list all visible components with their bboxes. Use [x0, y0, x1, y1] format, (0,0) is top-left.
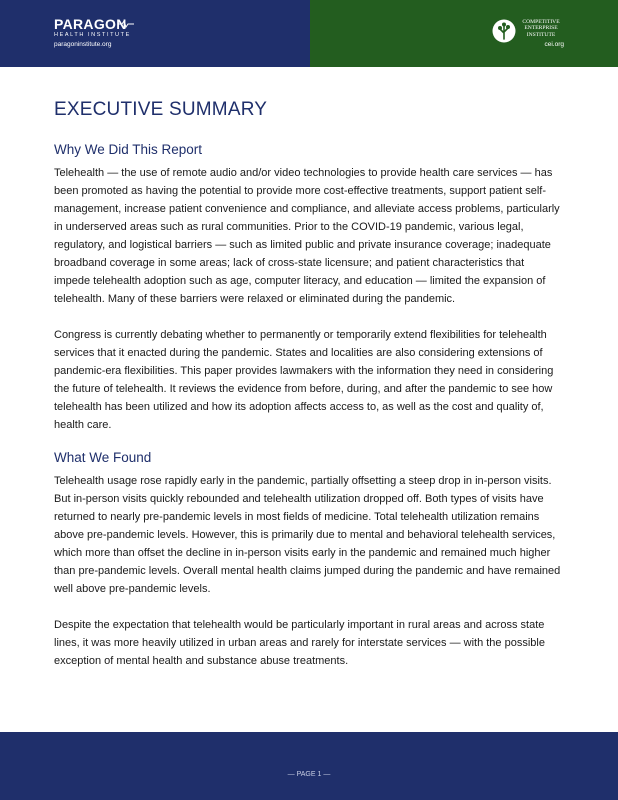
paragon-logo-subtitle: HEALTH INSTITUTE [54, 32, 131, 38]
paragraph: Telehealth — the use of remote audio and/or video technologies to provide health care services — has been promoted as having the potential to provide more cost-effective treatments, support patient self-management, increase patient convenience and compliance, and alleviate access problems, particularly in underserved areas such as rural communities. Prior to the COVID-19 pandemic, various legal, regulatory, and logistical barriers — such as limited public and private insurance coverage; inadequate broadband coverage in some areas; lack of cross-state licensure; and patient characteristics that impede telehealth adoption such as age, computer literacy, and education — limited the expansion of telehealth. Many of these barriers were relaxed or eliminated during the pandemic. [54, 167, 560, 305]
cei-line-1: COMPETITIVE [522, 19, 560, 25]
cei-logo-name [516, 19, 566, 38]
paragraph: Despite the expectation that telehealth would be particularly important in rural areas and across state lines, it was more heavily utilized in urban areas and rarely for interstate services — with the possible exception of mental health and substance abuse treatments. [54, 619, 545, 667]
page-number: — PAGE 1 — [287, 771, 331, 778]
cei-line-2: ENTERPRISE [524, 25, 558, 32]
paragraph: Congress is currently debating whether to permanently or temporarily extend flexibilities for telehealth services that it enacted during the pandemic. States and localities are also considering extensions of pandemic-era flexibilities. This paper provides lawmakers with the information they need in considering the future of telehealth. It reviews the evidence from before, during, and after the pandemic to see how telehealth has been utilized and how its adoption affects access to, as well as the cost and quality of, health care. [54, 329, 554, 431]
paragon-logo-name: PARAGON [54, 16, 127, 32]
section-heading-why: Why We Did This Report [54, 142, 203, 157]
cei-tree-icon [492, 19, 516, 43]
page-header [0, 0, 618, 67]
page-footer [0, 732, 618, 800]
paragraph: Telehealth usage rose rapidly early in the pandemic, partially offsetting a steep drop in in-person visits. But in-person visits quickly rebounded and telehealth utilization dropped off. Both types of visits have returned to nearly pre-pandemic levels in most fields of medicine. Total telehealth utilization remains above pre-pandemic levels. However, this is primarily due to mental and behavioral telehealth services, which more than offset the decline in in-person visits early in the pandemic and remained much higher than pre-pandemic levels. Overall mental health claims jumped during the pandemic and have remained well above pre-pandemic levels. [54, 475, 561, 595]
paragon-mark-icon [118, 20, 134, 28]
cei-banner [310, 0, 618, 67]
cei-url: cei.org [544, 41, 564, 48]
section-heading-found: What We Found [54, 450, 152, 465]
paragon-url: paragoninstitute.org [54, 41, 112, 48]
paragon-banner [0, 0, 310, 67]
page-title: EXECUTIVE SUMMARY [54, 99, 268, 120]
summary-content [54, 96, 562, 670]
cei-line-3: INSTITUTE [526, 31, 556, 38]
